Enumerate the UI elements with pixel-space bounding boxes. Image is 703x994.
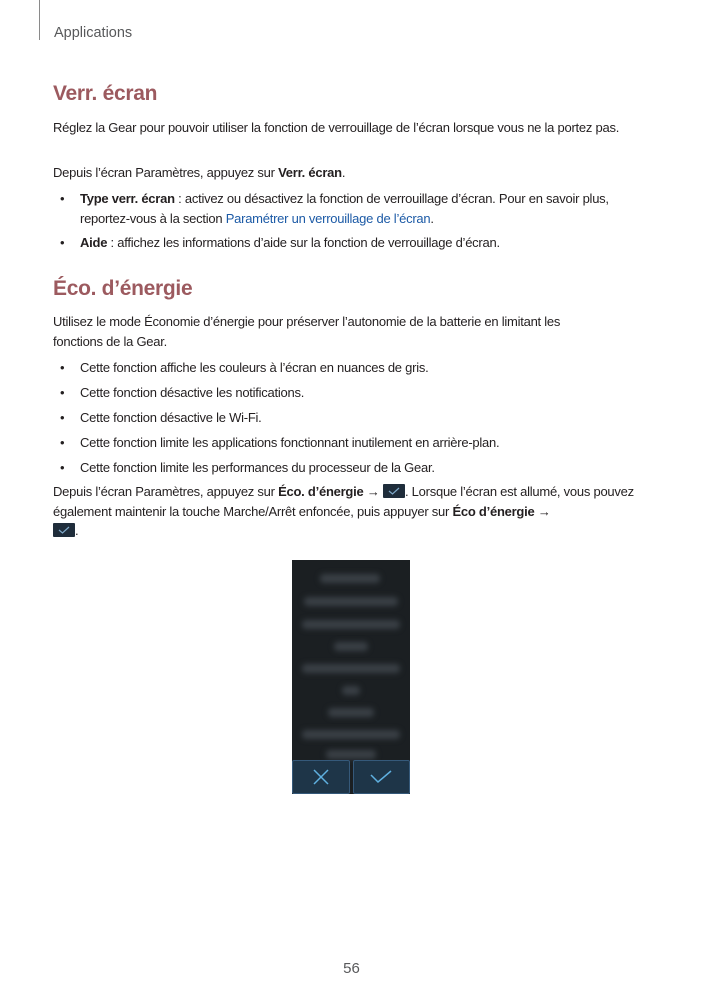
list-item (53, 433, 653, 453)
device-screenshot (292, 560, 410, 794)
blurred-text (326, 750, 376, 759)
instruction-text: Depuis l’écran Paramètres, appuyez sur (53, 165, 279, 180)
blurred-text (302, 664, 400, 673)
instruction-text: Depuis l’écran Paramètres, appuyez sur (53, 484, 279, 499)
blurred-text (304, 597, 398, 606)
blurred-text (328, 708, 374, 717)
list-item (53, 383, 653, 403)
page-number: 56 (343, 960, 360, 977)
section2-instruction (53, 482, 643, 541)
header-divider (39, 0, 40, 40)
instruction-text: . Lorsque l’écran est allumé, vous pouvez également maintenir la touche Marche/Arrêt enfoncée, puis appuyer sur (53, 484, 634, 519)
list-item (53, 408, 653, 428)
section-title-power-saving: Éco. d’énergie (53, 277, 193, 300)
section1-instruction (53, 163, 643, 183)
cross-reference-link[interactable]: Paramétrer un verrouillage de l’écran (225, 210, 431, 226)
list-item (53, 358, 653, 378)
instruction-bold: Verr. écran (278, 165, 342, 180)
instruction-suffix: . (341, 165, 346, 180)
arrow-glyph: → (534, 503, 551, 519)
blurred-text (342, 686, 360, 695)
check-icon (370, 769, 392, 785)
section-title-lock-screen: Verr. écran (53, 82, 158, 105)
bullet-text: Cette fonction limite les applications fonctionnant inutilement en arrière-plan. (80, 435, 500, 450)
bullet-text: : affichez les informations d’aide sur la fonction de verrouillage d’écran. (107, 235, 500, 250)
bullet-text: Cette fonction limite les performances du processeur de la Gear. (80, 460, 435, 475)
list-item (53, 458, 653, 478)
bullet-term: Type verr. écran (80, 191, 175, 206)
section1-intro: Réglez la Gear pour pouvoir utiliser la fonction de verrouillage de l’écran lorsque vous ne la portez pas. (53, 120, 620, 135)
section2-intro: Utilisez le mode Économie d’énergie pour préserver l’autonomie de la batterie en limitant les fonctions de la Gear. (53, 314, 561, 349)
section1-bullet-list (53, 189, 653, 258)
running-header: Applications (54, 25, 133, 41)
list-item (53, 233, 653, 253)
bullet-text: : activez ou désactivez la fonction de verrouillage d’écran. Pour en savoir plus, reportez-vous à la section (80, 191, 609, 226)
arrow-glyph: → (363, 484, 383, 499)
bullet-glyph: • (60, 191, 65, 206)
close-icon (312, 768, 330, 786)
check-icon (383, 484, 405, 498)
dialog-buttons (292, 760, 410, 794)
section2-bullet-list (53, 358, 653, 483)
bullet-glyph: • (60, 360, 65, 375)
check-icon (53, 523, 75, 537)
bullet-suffix: . (430, 210, 434, 226)
cancel-button[interactable] (292, 760, 350, 794)
instruction-bold: Éco. d’énergie (278, 484, 364, 499)
bullet-glyph: • (60, 235, 65, 250)
bullet-glyph: • (60, 385, 65, 400)
confirm-button[interactable] (353, 760, 411, 794)
blurred-text (334, 642, 368, 651)
blurred-text (302, 620, 400, 629)
bullet-text: Cette fonction affiche les couleurs à l’écran en nuances de gris. (80, 360, 429, 375)
blurred-text (302, 730, 400, 739)
blurred-text (320, 574, 380, 583)
bullet-glyph: • (60, 435, 65, 450)
instruction-suffix: . (75, 523, 79, 538)
bullet-glyph: • (60, 410, 65, 425)
bullet-text: Cette fonction désactive le Wi-Fi. (80, 410, 262, 425)
list-item (53, 189, 653, 228)
bullet-glyph: • (60, 460, 65, 475)
bullet-text: Cette fonction désactive les notifications. (80, 385, 305, 400)
instruction-bold: Éco d’énergie (452, 503, 535, 519)
bullet-term: Aide (80, 235, 108, 250)
